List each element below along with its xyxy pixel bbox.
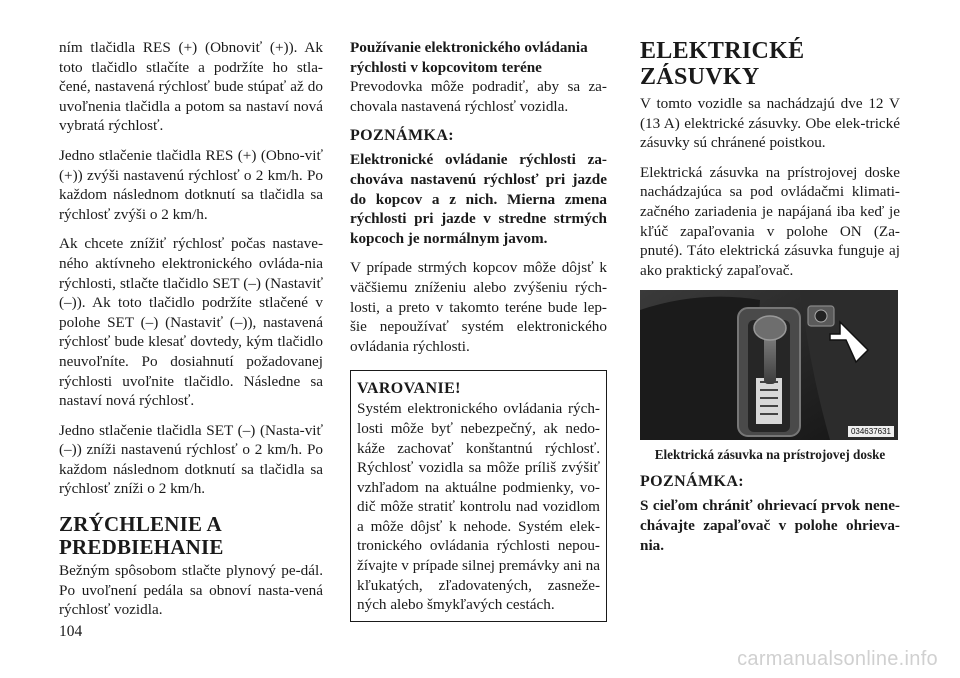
heading-line: ZRÝCHLENIE A	[59, 512, 222, 537]
section-heading	[59, 513, 323, 559]
page-number: 104	[59, 623, 83, 640]
note-title: POZNÁMKA:	[350, 127, 455, 145]
warning-title: VAROVANIE!	[357, 380, 461, 398]
paragraph: Prevodovka môže podradiť, aby sa za-chovala nastavená rýchlosť vozidla.	[350, 78, 607, 115]
warning-box	[350, 370, 607, 622]
subheading-line: rýchlosti v kopcovitom teréne	[350, 58, 542, 76]
warning-text: Systém elektronického ovládania rých-losti môže byť nebezpečný, ak nedo-káže zachovať konštantnú rýchlosť. Rýchlosť vozidla sa môže príliš zvýšiť vzhľadom na aktuálne podmienky, vo-dič môže stratiť kontrolu nad vozidlom a môže dôjsť k nehode. Systém elek-tronického ovládania rýchlosti nepou-žívajte v prípade silnej premávky ani na kľukatých, zľadovatených, zasneže-ných alebo šmykľavých cestách.	[357, 400, 600, 614]
power-outlet-photo	[640, 290, 898, 440]
subheading	[350, 38, 607, 77]
note-text: S cieľom chrániť ohrievací prvok nene-chávajte zapaľovač v polohe ohrieva-nia.	[640, 497, 900, 554]
paragraph: Jedno stlačenie tlačidla SET (–) (Nasta-viť (–)) zníži nastavenú rýchlosť o 2 km/h. Po každom následnom dotknutí sa tlačidla sa rýchlosť zníži o 2 km/h.	[59, 421, 323, 498]
watermark: carmanualsonline.info	[737, 648, 938, 670]
column-middle	[350, 38, 607, 622]
figure-caption: Elektrická zásuvka na prístrojovej doske	[654, 447, 886, 463]
figure-id: 0346376​31	[848, 426, 894, 437]
paragraph: Jedno stlačenie tlačidla RES (+) (Obno-viť (+)) zvýši nastavenú rýchlosť o 2 km/h. Po každom následnom dotknutí sa tlačidla sa rýchlosť zvýši o 2 km/h.	[59, 146, 323, 223]
paragraph: V tomto vozidle sa nachádzajú dve 12 V (13 A) elektrické zásuvky. Obe elek-trické zásuvky sú chránené poistkou.	[640, 95, 900, 152]
paragraph: V prípade strmých kopcov môže dôjsť k väčšiemu zníženiu alebo zvýšeniu rých-losti, a preto v takomto teréne bude lep-šie nepoužívať systém elektronického ovládania rýchlosti.	[350, 259, 607, 355]
subheading-line: Používanie elektronického ovládania	[350, 39, 588, 56]
paragraph: Ak chcete znížiť rýchlosť počas nastave-ného aktívneho elektronického ovláda-nia rýchlosti, stlačte tlačidlo SET (–) (Nastaviť (–)). Ak toto tlačidlo podržíte stlačené v polohe SET (–) (Nastaviť (–)), nastavená rýchlosť bude klesať dovtedy, kým tlačidlo neuvoľníte. Po dosiahnutí požadovanej rýchlosti uvoľnite tlačidlo. Následne sa nastaví nová rýchlosť.	[59, 235, 323, 410]
section-heading: ELEKTRICKÉ ZÁSUVKY	[640, 38, 805, 90]
paragraph: Bežným spôsobom stlačte plynový pe-dál. Po uvoľnení pedála sa obnoví nasta-vená rýchlosť vozidla.	[59, 562, 323, 619]
column-left	[59, 38, 323, 630]
note-text: Elektronické ovládanie rýchlosti za-chováva nastavenú rýchlosť pri jazde do kopcov a z nich. Mierna zmena rýchlosti pri jazde v stredne strmých kopcoch je normálnym javom.	[350, 151, 607, 247]
heading-line: PREDBIEHANIE	[59, 535, 224, 560]
column-right	[640, 38, 900, 565]
console-illustration	[640, 290, 898, 440]
paragraph: Elektrická zásuvka na prístrojovej doske nachádzajúca sa pod ovládačmi klimati-začného zariadenia je napájaná iba keď je kľúč zapaľovania v polohe ON (Za-pnuté). Táto elektrická zásuvka funguje aj ako praktický zapaľovač.	[640, 163, 900, 279]
note-title: POZNÁMKA:	[640, 473, 745, 491]
paragraph: ním tlačidla RES (+) (Obnoviť (+)). Ak toto tlačidlo stlačíte a podržíte ho stla-čené, nastavená rýchlosť bude stúpať až do uvoľnenia tlačidla a potom sa nastaví nová vybratá rýchlosť.	[59, 39, 323, 135]
